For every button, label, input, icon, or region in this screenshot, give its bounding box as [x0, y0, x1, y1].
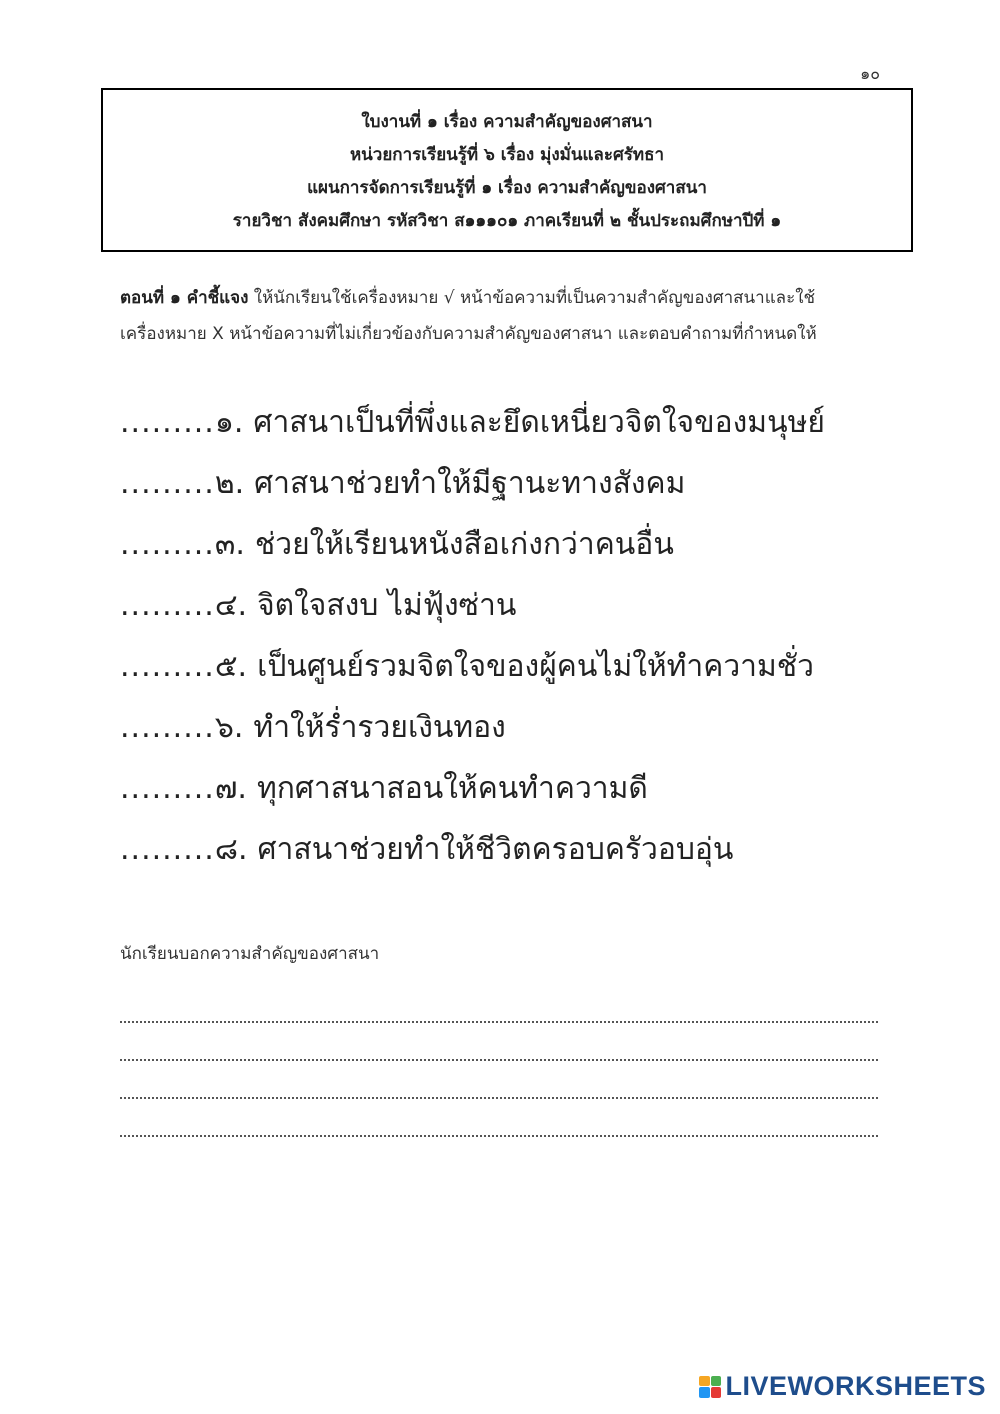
logo-square [711, 1387, 722, 1398]
item-number: ๖. [214, 710, 244, 745]
instructions [120, 280, 890, 352]
answer-line-3[interactable] [120, 1061, 878, 1099]
item-text: ศาสนาช่วยทำให้ชีวิตครอบครัวอบอุ่น [257, 832, 734, 867]
header-title: ใบงานที่ ๑ เรื่อง ความสำคัญของศาสนา [361, 112, 653, 132]
item-text: ทุกศาสนาสอนให้คนทำความดี [256, 771, 648, 806]
item-number: ๘. [214, 832, 248, 867]
answer-blank-1[interactable]: ......... [120, 405, 215, 440]
worksheet-header [101, 88, 913, 252]
answer-line-2[interactable] [120, 1023, 878, 1061]
statement-item [120, 758, 920, 819]
answer-blank-2[interactable]: ......... [120, 466, 215, 501]
item-text: จิตใจสงบ ไม่ฟุ้งซ่าน [257, 588, 517, 623]
item-text: ทำให้ร่ำรวยเงินทอง [253, 710, 506, 745]
logo-square [699, 1376, 710, 1387]
answer-blank-6[interactable]: ......... [120, 710, 215, 745]
item-number: ๓. [214, 527, 245, 562]
statement-item [120, 392, 920, 453]
answer-line-4[interactable] [120, 1099, 878, 1137]
answer-blank-8[interactable]: ......... [120, 832, 215, 867]
logo-square [699, 1387, 710, 1398]
answer-blank-3[interactable]: ......... [120, 527, 215, 562]
page-number: ๑๐ [860, 64, 880, 83]
logo-mark-icon [699, 1376, 721, 1398]
statement-item [120, 453, 920, 514]
answer-blank-7[interactable]: ......... [120, 771, 215, 806]
instructions-text: ให้นักเรียนใช้เครื่องหมาย √ หน้าข้อความที่เป็นความสำคัญของศาสนาและใช้เครื่องหมาย X หน้าข้อความที่ไม่เกี่ยวข้องกับความสำคัญของศาสนา และตอบคำถามที่กำหนดให้ [120, 288, 817, 344]
liveworksheets-logo [699, 1371, 986, 1402]
statement-item [120, 819, 920, 880]
item-text: เป็นศูนย์รวมจิตใจของผู้คนไม่ให้ทำความชั่ว [257, 649, 815, 684]
item-number: ๒. [214, 466, 245, 501]
logo-text: LIVEWORKSHEETS [725, 1371, 986, 1401]
item-text: ศาสนาเป็นที่พึ่งและยึดเหนี่ยวจิตใจของมนุษย์ [253, 405, 825, 440]
question-prompt: นักเรียนบอกความสำคัญของศาสนา [120, 944, 380, 964]
item-text: ช่วยให้เรียนหนังสือเก่งกว่าคนอื่น [254, 527, 674, 562]
item-number: ๕. [214, 649, 248, 684]
statement-item [120, 697, 920, 758]
header-plan: แผนการจัดการเรียนรู้ที่ ๑ เรื่อง ความสำคัญของศาสนา [307, 178, 707, 198]
statement-item [120, 636, 920, 697]
header-unit: หน่วยการเรียนรู้ที่ ๖ เรื่อง มุ่งมั่นและศรัทธา [349, 145, 665, 165]
answer-blank-5[interactable]: ......... [120, 649, 215, 684]
statement-item [120, 575, 920, 636]
logo-square [711, 1376, 722, 1387]
answer-blank-4[interactable]: ......... [120, 588, 215, 623]
header-course: รายวิชา สังคมศึกษา รหัสวิชา ส๑๑๑๐๑ ภาคเรียนที่ ๒ ชั้นประถมศึกษาปีที่ ๑ [232, 211, 782, 231]
instructions-lead: ตอนที่ ๑ คำชี้แจง [120, 288, 249, 308]
item-number: ๗. [214, 771, 247, 806]
item-number: ๑. [214, 405, 244, 440]
answer-line-1[interactable] [120, 985, 878, 1023]
item-number: ๔. [214, 588, 248, 623]
statement-list [120, 392, 920, 880]
item-text: ศาสนาช่วยทำให้มีฐานะทางสังคม [254, 466, 686, 501]
answer-area [120, 985, 878, 1137]
statement-item [120, 514, 920, 575]
